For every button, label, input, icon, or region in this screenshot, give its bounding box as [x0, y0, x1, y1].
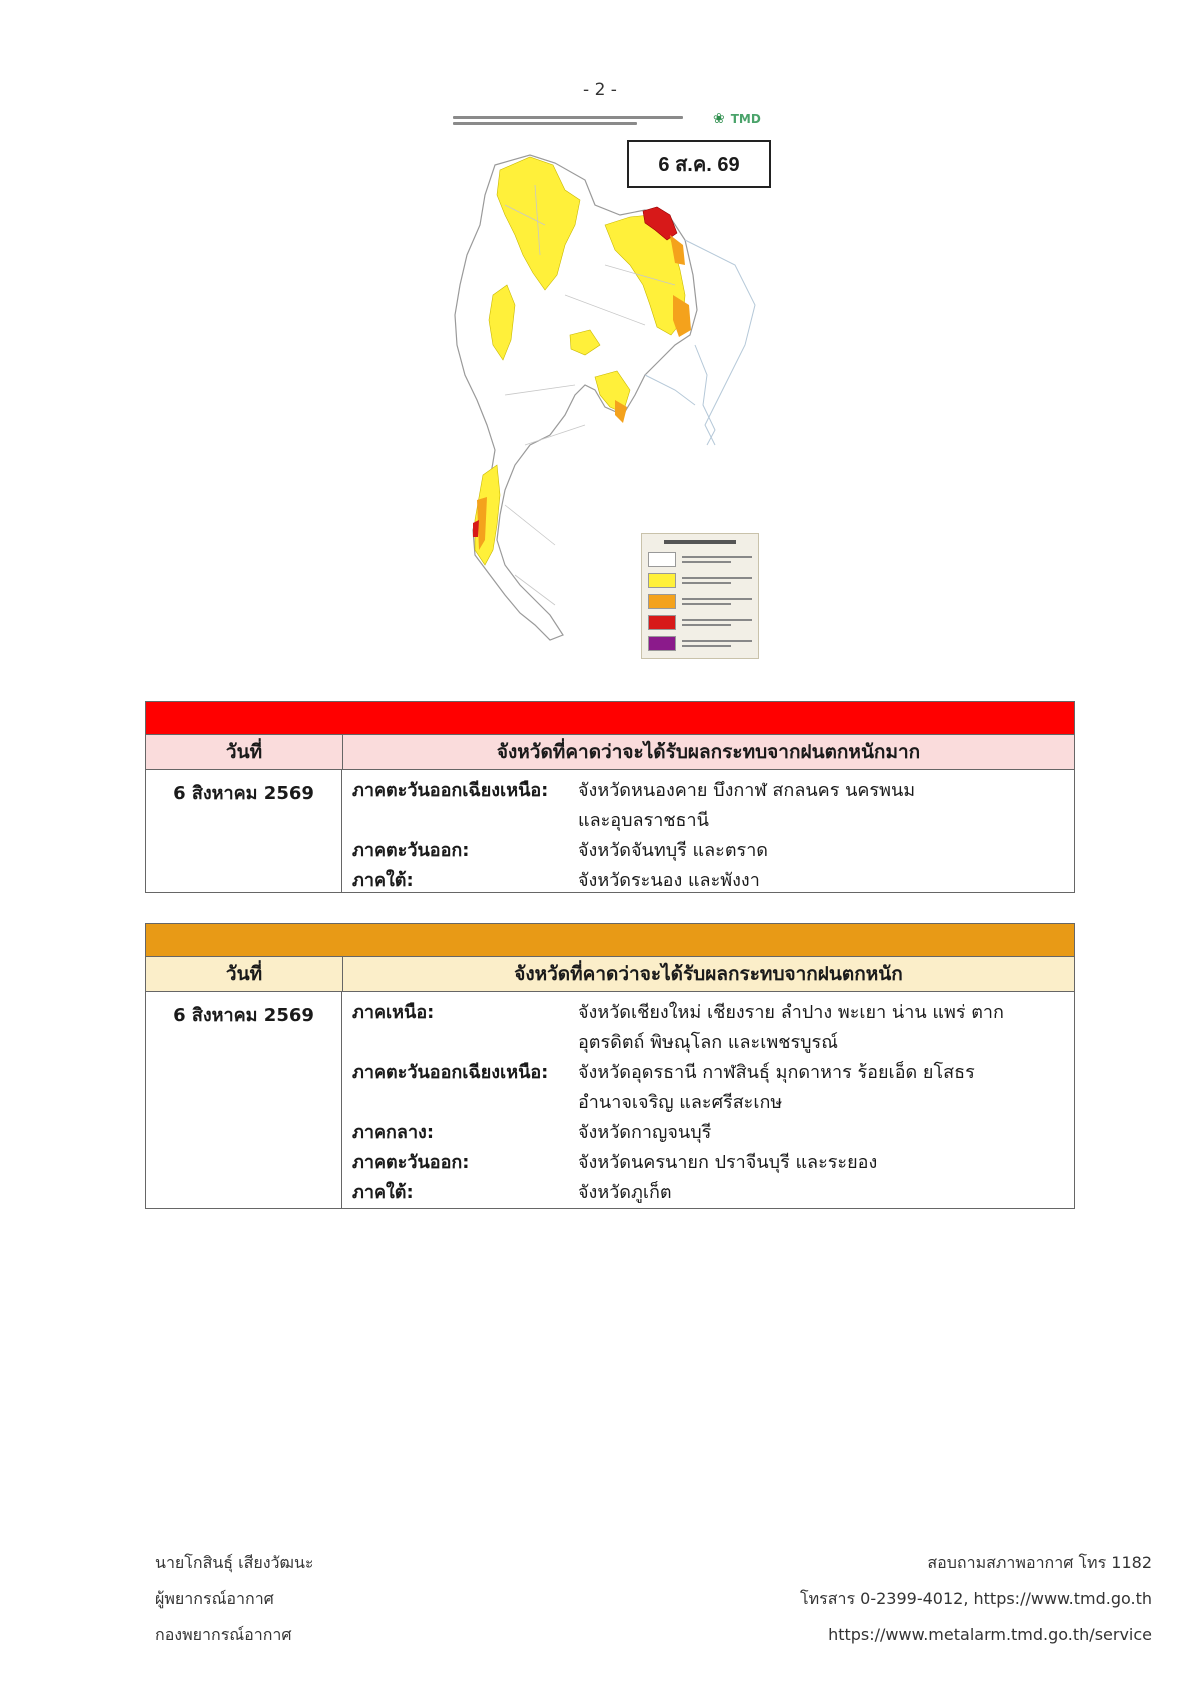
legend-swatch-violent: [648, 636, 676, 651]
region-provinces: และอุบลราชธานี: [578, 810, 709, 831]
region-provinces: จังหวัดเชียงใหม่ เชียงราย ลำปาง พะเยา น่าน แพร่ ตาก: [578, 1002, 1004, 1023]
legend-swatch-none: [648, 552, 676, 567]
region-provinces: จังหวัดกาญจนบุรี: [578, 1122, 712, 1143]
table-header: [146, 957, 1074, 992]
legend-swatch-heavy: [648, 573, 676, 588]
region-provinces: จังหวัดระนอง และพังงา: [578, 870, 760, 891]
hotline-text: สอบถามสภาพอากาศ โทร 1182: [927, 1553, 1152, 1572]
legend-swatch-extreme: [648, 615, 676, 630]
very-heavy-rain-table: [145, 701, 1075, 893]
region-provinces: จังหวัดนครนายก ปราจีนบุรี และระยอง: [578, 1152, 878, 1173]
date-column-header: วันที่: [146, 957, 343, 991]
region-provinces: อุตรดิตถ์ พิษณุโลก และเพชรบูรณ์: [578, 1032, 838, 1053]
region-row: [352, 836, 1064, 866]
red-warning-banner: [146, 702, 1074, 735]
region-provinces: จังหวัดอุดรธานี กาฬสินธุ์ มุกดาหาร ร้อยเอ็ด ยโสธร: [578, 1062, 975, 1083]
page-number: - 2 -: [583, 80, 617, 100]
provinces-column-header: จังหวัดที่คาดว่าจะได้รับผลกระทบจากฝนตกหนักมาก: [496, 741, 921, 763]
region-name: [352, 1028, 578, 1058]
region-row: [352, 866, 1064, 896]
forecaster-title: ผู้พยากรณ์อากาศ: [155, 1589, 274, 1608]
region-row: [352, 998, 1064, 1028]
forecast-date: 6 สิงหาคม 2569: [146, 770, 342, 892]
tmd-logo: ❀ TMD: [713, 111, 761, 127]
region-row: [352, 806, 1064, 836]
forecast-date: 6 สิงหาคม 2569: [146, 992, 342, 1208]
region-name: ภาคตะวันออก:: [352, 840, 470, 861]
region-row: [352, 1088, 1064, 1118]
forecaster-signature-block: [155, 1545, 314, 1653]
region-provinces: อำนาจเจริญ และศรีสะเกษ: [578, 1092, 783, 1113]
map-date-label: 6 ส.ค. 69: [627, 140, 771, 188]
tmd-logo-icon: ❀: [713, 111, 725, 127]
rainfall-forecast-map: [445, 105, 780, 655]
region-row: [352, 1118, 1064, 1148]
orange-warning-banner: [146, 924, 1074, 957]
map-caption: [453, 113, 683, 128]
region-list: [342, 770, 1074, 892]
legend-swatch-very-heavy: [648, 594, 676, 609]
table-row: [146, 992, 1074, 1208]
region-name: [352, 1088, 578, 1118]
contact-info-block: [800, 1545, 1152, 1653]
region-row: [352, 1148, 1064, 1178]
table-header: [146, 735, 1074, 770]
region-name: ภาคใต้:: [352, 870, 414, 891]
region-provinces: จังหวัดหนองคาย บึงกาฬ สกลนคร นครพนม: [578, 780, 916, 801]
region-name: ภาคตะวันออก:: [352, 1152, 470, 1173]
fax-website-text: โทรสาร 0-2399-4012, https://www.tmd.go.th: [800, 1589, 1152, 1608]
region-name: ภาคกลาง:: [352, 1122, 435, 1143]
region-name: ภาคใต้:: [352, 1182, 414, 1203]
region-provinces: จังหวัดภูเก็ต: [578, 1182, 672, 1203]
heavy-rain-table: [145, 923, 1075, 1209]
region-name: ภาคตะวันออกเฉียงเหนือ:: [352, 780, 549, 801]
region-name: ภาคตะวันออกเฉียงเหนือ:: [352, 1062, 549, 1083]
region-row: [352, 776, 1064, 806]
provinces-column-header: จังหวัดที่คาดว่าจะได้รับผลกระทบจากฝนตกหนัก: [514, 963, 903, 985]
region-provinces: จังหวัดจันทบุรี และตราด: [578, 840, 768, 861]
date-column-header: วันที่: [146, 735, 343, 769]
map-legend: [641, 533, 759, 659]
forecaster-name: นายโกสินธุ์ เสียงวัฒนะ: [155, 1553, 314, 1572]
region-row: [352, 1058, 1064, 1088]
forecaster-division: กองพยากรณ์อากาศ: [155, 1625, 292, 1644]
region-name: ภาคเหนือ:: [352, 1002, 435, 1023]
region-row: [352, 1178, 1064, 1208]
metalarm-link[interactable]: https://www.metalarm.tmd.go.th/service: [828, 1625, 1152, 1644]
region-list: [342, 992, 1074, 1208]
region-name: [352, 806, 578, 836]
table-row: [146, 770, 1074, 892]
region-row: [352, 1028, 1064, 1058]
